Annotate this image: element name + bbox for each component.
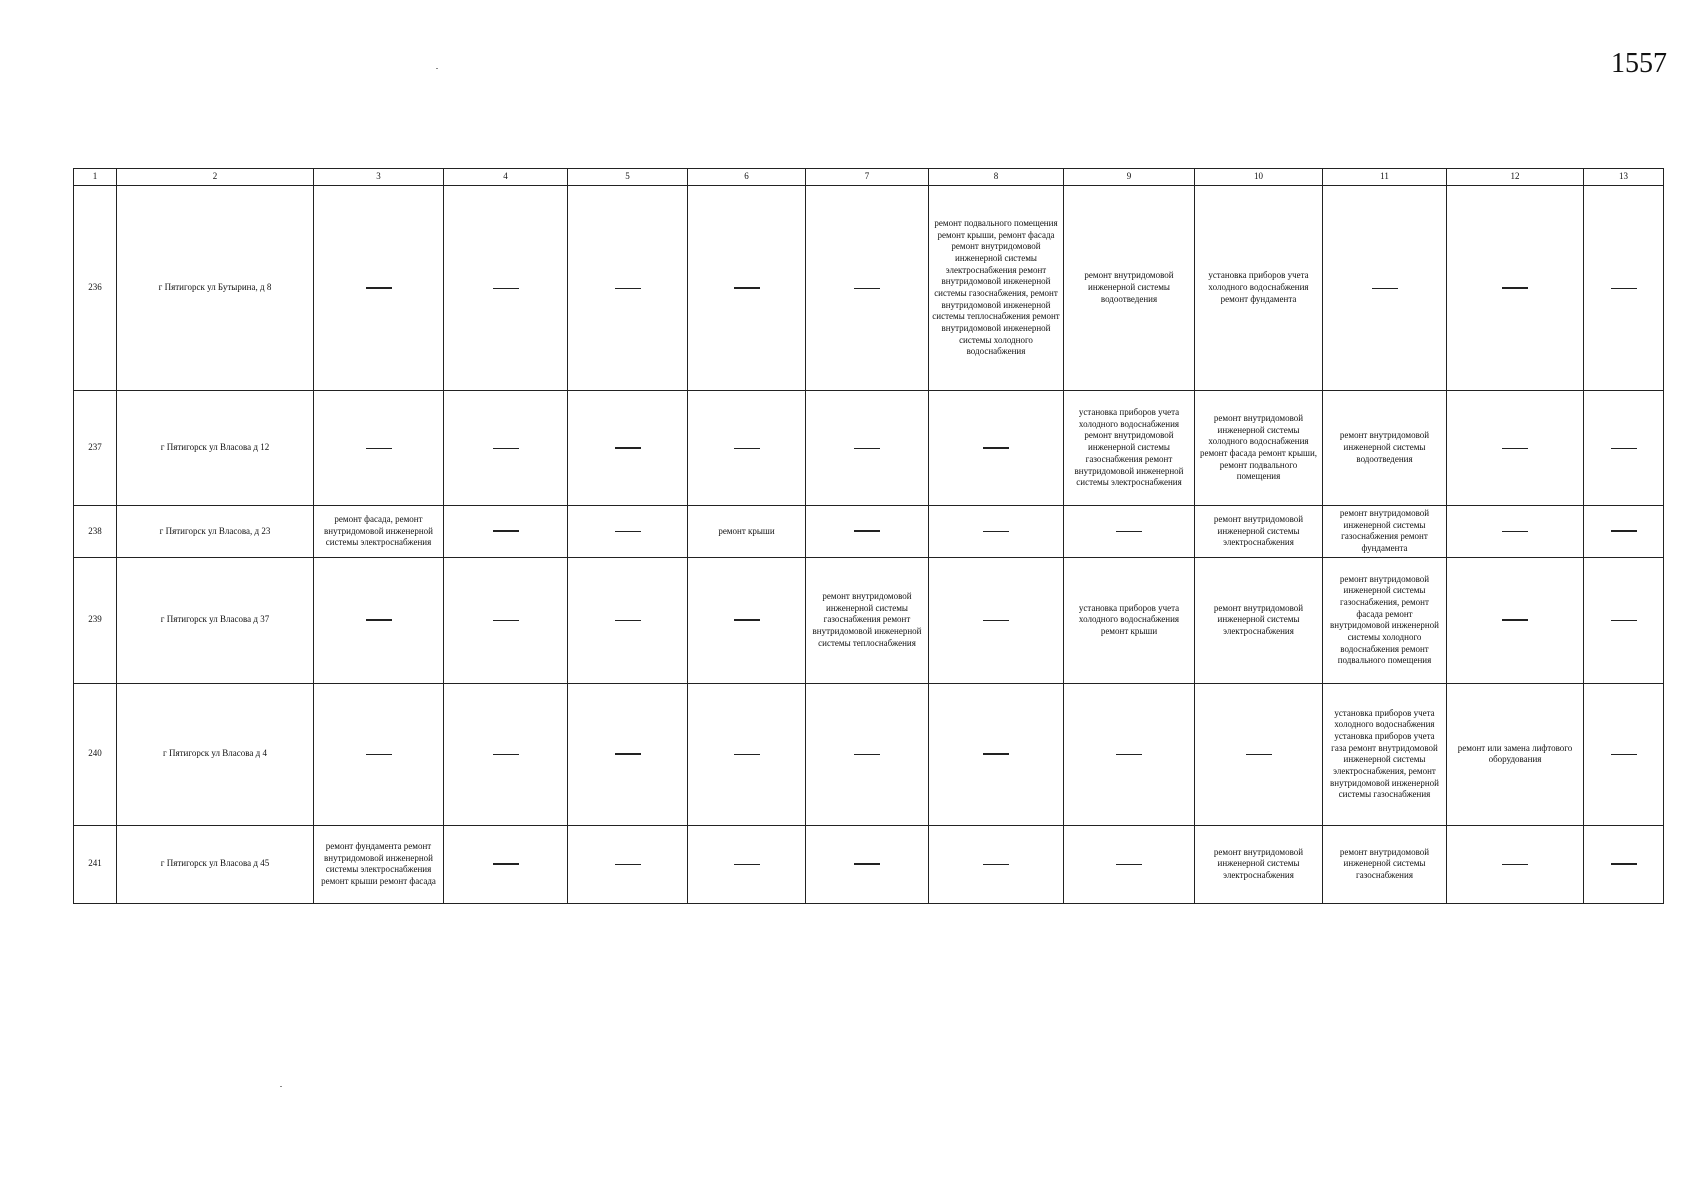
scan-speck [280, 1086, 282, 1087]
repair-work-cell: ремонт внутридомовой инженерной системы газоснабжения ремонт внутридомовой инженерной системы теплоснабжения [806, 557, 929, 683]
repair-work-cell: ремонт фундамента ремонт внутридомовой инженерной системы электроснабжения ремонт крыши ремонт фасада [314, 825, 444, 903]
column-number: 7 [806, 169, 929, 186]
empty-cell [568, 825, 688, 903]
empty-cell [806, 683, 929, 825]
dash-mark [734, 754, 760, 755]
table-body [74, 169, 1664, 904]
row-number: 236 [74, 186, 117, 391]
empty-cell [444, 557, 568, 683]
address-cell: г Пятигорск ул Власова, д 23 [117, 506, 314, 558]
row-number: 241 [74, 825, 117, 903]
empty-cell [929, 683, 1064, 825]
table-row [74, 825, 1664, 903]
dash-mark [615, 531, 641, 532]
table-row [74, 506, 1664, 558]
repair-work-cell: ремонт внутридомовой инженерной системы электроснабжения [1195, 825, 1323, 903]
dash-mark [734, 619, 760, 621]
repair-work-cell: ремонт внутридомовой инженерной системы холодного водоснабжения ремонт фасада ремонт крыши, ремонт подвального помещения [1195, 391, 1323, 506]
dash-mark [1372, 288, 1398, 289]
column-number: 3 [314, 169, 444, 186]
table-row [74, 391, 1664, 506]
dash-mark [854, 288, 880, 289]
empty-cell [444, 683, 568, 825]
dash-mark [1611, 288, 1637, 289]
repair-work-cell: ремонт фасада, ремонт внутридомовой инженерной системы электроснабжения [314, 506, 444, 558]
row-number: 237 [74, 391, 117, 506]
empty-cell [444, 186, 568, 391]
dash-mark [1502, 448, 1528, 449]
dash-mark [493, 754, 519, 755]
empty-cell [688, 186, 806, 391]
row-number: 238 [74, 506, 117, 558]
empty-cell [688, 557, 806, 683]
address-cell: г Пятигорск ул Бутырина, д 8 [117, 186, 314, 391]
dash-mark [615, 288, 641, 289]
dash-mark [493, 620, 519, 621]
table-row [74, 557, 1664, 683]
page-number: 1557 [1611, 48, 1667, 79]
empty-cell [1064, 825, 1195, 903]
empty-cell [1447, 557, 1584, 683]
dash-mark [366, 448, 392, 449]
address-cell: г Пятигорск ул Власова д 12 [117, 391, 314, 506]
repair-work-cell: ремонт внутридомовой инженерной системы водоотведения [1323, 391, 1447, 506]
repair-work-cell: ремонт внутридомовой инженерной системы водоотведения [1064, 186, 1195, 391]
dash-mark [1611, 620, 1637, 621]
empty-cell [688, 825, 806, 903]
empty-cell [1064, 506, 1195, 558]
empty-cell [314, 391, 444, 506]
dash-mark [983, 864, 1009, 865]
dash-mark [493, 863, 519, 865]
dash-mark [854, 863, 880, 865]
dash-mark [1502, 619, 1528, 621]
dash-mark [615, 864, 641, 865]
repair-work-cell: ремонт внутридомовой инженерной системы электроснабжения [1195, 506, 1323, 558]
column-number: 11 [1323, 169, 1447, 186]
column-number: 6 [688, 169, 806, 186]
dash-mark [493, 448, 519, 449]
row-number: 240 [74, 683, 117, 825]
repair-work-cell: ремонт или замена лифтового оборудования [1447, 683, 1584, 825]
empty-cell [1584, 506, 1664, 558]
empty-cell [314, 186, 444, 391]
empty-cell [1584, 557, 1664, 683]
address-cell: г Пятигорск ул Власова д 37 [117, 557, 314, 683]
empty-cell [688, 391, 806, 506]
empty-cell [1447, 186, 1584, 391]
column-number: 5 [568, 169, 688, 186]
dash-mark [983, 447, 1009, 449]
empty-cell [444, 825, 568, 903]
repair-work-cell: установка приборов учета холодного водоснабжения ремонт внутридомовой инженерной системы газоснабжения ремонт внутридомовой инженерной системы электроснабжения [1064, 391, 1195, 506]
repair-work-cell: установка приборов учета холодного водоснабжения установка приборов учета газа ремонт внутридомовой инженерной системы электроснабжения, ремонт внутридомовой инженерной системы газоснабжения [1323, 683, 1447, 825]
column-number: 2 [117, 169, 314, 186]
repair-work-cell: установка приборов учета холодного водоснабжения ремонт крыши [1064, 557, 1195, 683]
dash-mark [366, 619, 392, 621]
table-row [74, 186, 1664, 391]
empty-cell [568, 186, 688, 391]
column-number: 8 [929, 169, 1064, 186]
dash-mark [1116, 531, 1142, 532]
empty-cell [929, 391, 1064, 506]
empty-cell [568, 391, 688, 506]
dash-mark [854, 530, 880, 532]
empty-cell [1323, 186, 1447, 391]
empty-cell [929, 825, 1064, 903]
dash-mark [734, 864, 760, 865]
dash-mark [734, 448, 760, 449]
empty-cell [688, 683, 806, 825]
empty-cell [568, 557, 688, 683]
empty-cell [806, 825, 929, 903]
dash-mark [983, 753, 1009, 755]
dash-mark [1246, 754, 1272, 755]
empty-cell [806, 391, 929, 506]
dash-mark [1116, 754, 1142, 755]
empty-cell [1195, 683, 1323, 825]
dash-mark [1611, 754, 1637, 755]
empty-cell [806, 506, 929, 558]
dash-mark [1611, 448, 1637, 449]
empty-cell [314, 683, 444, 825]
column-number: 1 [74, 169, 117, 186]
dash-mark [615, 620, 641, 621]
empty-cell [314, 557, 444, 683]
repair-work-cell: установка приборов учета холодного водоснабжения ремонт фундамента [1195, 186, 1323, 391]
column-number: 13 [1584, 169, 1664, 186]
empty-cell [444, 506, 568, 558]
dash-mark [1611, 530, 1637, 532]
empty-cell [1584, 186, 1664, 391]
column-number-row [74, 169, 1664, 186]
dash-mark [615, 753, 641, 755]
empty-cell [1064, 683, 1195, 825]
empty-cell [568, 683, 688, 825]
repair-work-cell: ремонт внутридомовой инженерной системы газоснабжения ремонт фундамента [1323, 506, 1447, 558]
row-number: 239 [74, 557, 117, 683]
repair-work-cell: ремонт крыши [688, 506, 806, 558]
empty-cell [929, 557, 1064, 683]
empty-cell [1584, 391, 1664, 506]
empty-cell [1584, 825, 1664, 903]
empty-cell [806, 186, 929, 391]
empty-cell [929, 506, 1064, 558]
empty-cell [1584, 683, 1664, 825]
dash-mark [1116, 864, 1142, 865]
empty-cell [444, 391, 568, 506]
dash-mark [1502, 287, 1528, 289]
column-number: 10 [1195, 169, 1323, 186]
scan-speck [436, 68, 438, 69]
repair-work-cell: ремонт подвального помещения ремонт крыши, ремонт фасада ремонт внутридомовой инженерной системы электроснабжения ремонт внутридомовой инженерной системы газоснабжения, ремонт внутридомовой инженерной системы теплоснабжения ремонт внутридомовой инженерной системы холодного водоснабжения [929, 186, 1064, 391]
empty-cell [568, 506, 688, 558]
dash-mark [854, 754, 880, 755]
dash-mark [493, 530, 519, 532]
dash-mark [983, 531, 1009, 532]
column-number: 9 [1064, 169, 1195, 186]
dash-mark [493, 288, 519, 289]
address-cell: г Пятигорск ул Власова д 4 [117, 683, 314, 825]
dash-mark [1502, 531, 1528, 532]
repair-work-cell: ремонт внутридомовой инженерной системы газоснабжения [1323, 825, 1447, 903]
table-row [74, 683, 1664, 825]
repair-work-cell: ремонт внутридомовой инженерной системы электроснабжения [1195, 557, 1323, 683]
repair-schedule-table [73, 168, 1664, 904]
column-number: 12 [1447, 169, 1584, 186]
empty-cell [1447, 506, 1584, 558]
dash-mark [366, 754, 392, 755]
address-cell: г Пятигорск ул Власова д 45 [117, 825, 314, 903]
dash-mark [1502, 864, 1528, 865]
dash-mark [615, 447, 641, 449]
dash-mark [983, 620, 1009, 621]
empty-cell [1447, 825, 1584, 903]
column-number: 4 [444, 169, 568, 186]
dash-mark [854, 448, 880, 449]
dash-mark [366, 287, 392, 289]
dash-mark [734, 287, 760, 289]
repair-work-cell: ремонт внутридомовой инженерной системы газоснабжения, ремонт фасада ремонт внутридомовой инженерной системы холодного водоснабжения ремонт подвального помещения [1323, 557, 1447, 683]
dash-mark [1611, 863, 1637, 865]
empty-cell [1447, 391, 1584, 506]
